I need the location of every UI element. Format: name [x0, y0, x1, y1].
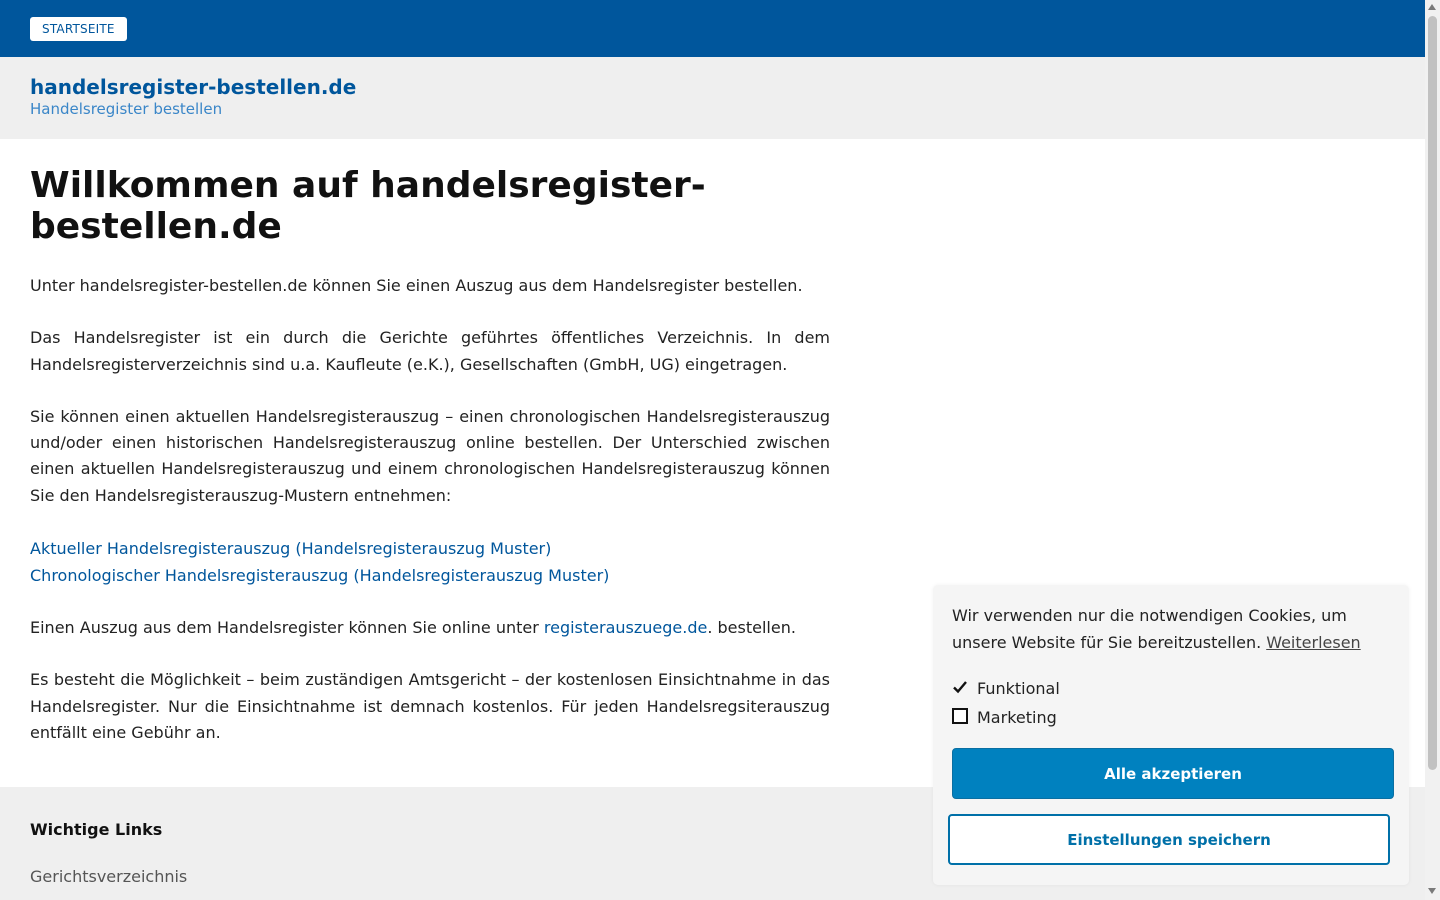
save-settings-button[interactable]: Einstellungen speichern — [948, 814, 1390, 865]
scroll-up-arrow-icon[interactable] — [1428, 4, 1436, 10]
cookie-message — [952, 602, 1392, 656]
site-title[interactable]: handelsregister-bestellen.de — [30, 75, 357, 99]
footer-link-gerichtsverzeichnis[interactable]: Gerichtsverzeichnis — [30, 867, 188, 886]
chronological-extract-sample-link[interactable]: Chronologischer Handelsregisterauszug (Handelsregisterauszug Muster) — [30, 566, 610, 586]
checkmark-icon — [952, 679, 968, 695]
site-header — [0, 57, 1425, 139]
sample-links — [30, 535, 830, 589]
current-extract-sample-link[interactable]: Aktueller Handelsregisterauszug (Handelsregisterauszug Muster) — [30, 539, 552, 559]
top-navigation-bar — [0, 0, 1425, 58]
scrollbar-thumb[interactable] — [1428, 16, 1437, 770]
checkbox-empty-icon[interactable] — [952, 708, 968, 724]
registerauszuege-link[interactable]: registerauszuege.de — [543, 618, 708, 638]
cookie-message-text: Wir verwenden nur die notwendigen Cookies, um unsere Website für Sie bereitzustellen. — [952, 606, 1347, 652]
page-title: Willkommen auf handelsregister-bestellen.de — [30, 165, 706, 247]
accept-all-button[interactable]: Alle akzeptieren — [952, 748, 1394, 799]
vertical-scrollbar[interactable] — [1425, 0, 1440, 900]
scroll-down-arrow-icon[interactable] — [1428, 888, 1436, 894]
inspection-paragraph: Es besteht die Möglichkeit – beim zuständigen Amtsgericht – der kostenlosen Einsichtnahme in das Handelsregister. Nur die Einsichtnahme ist demnach kostenlos. Für jeden Handelsregsiterauszug entfällt eine Gebühr an. — [30, 670, 830, 742]
intro-paragraph: Unter handelsregister-bestellen.de können Sie einen Auszug aus dem Handelsregister bestellen. — [30, 276, 803, 295]
footer-heading: Wichtige Links — [30, 820, 163, 839]
types-paragraph: Sie können einen aktuellen Handelsregisterauszug – einen chronologischen Handelsregisterauszug und/oder einen historischen Handelsregisterauszug online bestellen. Der Unterschied zwischen einen aktuellen Handelsregisterauszug und einem chronologischen Handelsregisterauszug können Sie den Handelsregisterauszug-Mustern entnehmen: — [30, 406, 830, 505]
cookie-option-label: Funktional — [977, 679, 1060, 698]
cookie-option-label: Marketing — [977, 708, 1057, 727]
definition-paragraph: Das Handelsregister ist ein durch die Gerichte geführtes öffentliches Verzeichnis. In dem Handelsregisterverzeichnis sind u.a. Kaufleute (e.K.), Gesellschaften (GmbH, UG) eingetragen. — [30, 328, 830, 374]
cookie-read-more-link[interactable]: Weiterlesen — [1266, 633, 1361, 652]
order-paragraph — [30, 615, 830, 641]
order-text-before: Einen Auszug aus dem Handelsregister können Sie online unter — [30, 618, 544, 638]
cookie-option-functional[interactable] — [952, 679, 1060, 699]
cookie-consent-banner — [933, 585, 1409, 885]
home-button[interactable]: STARTSEITE — [30, 17, 127, 41]
main-content — [30, 165, 830, 772]
order-text-after: . bestellen. — [707, 618, 796, 638]
cookie-option-marketing[interactable] — [952, 708, 1057, 728]
site-subtitle: Handelsregister bestellen — [30, 100, 223, 118]
